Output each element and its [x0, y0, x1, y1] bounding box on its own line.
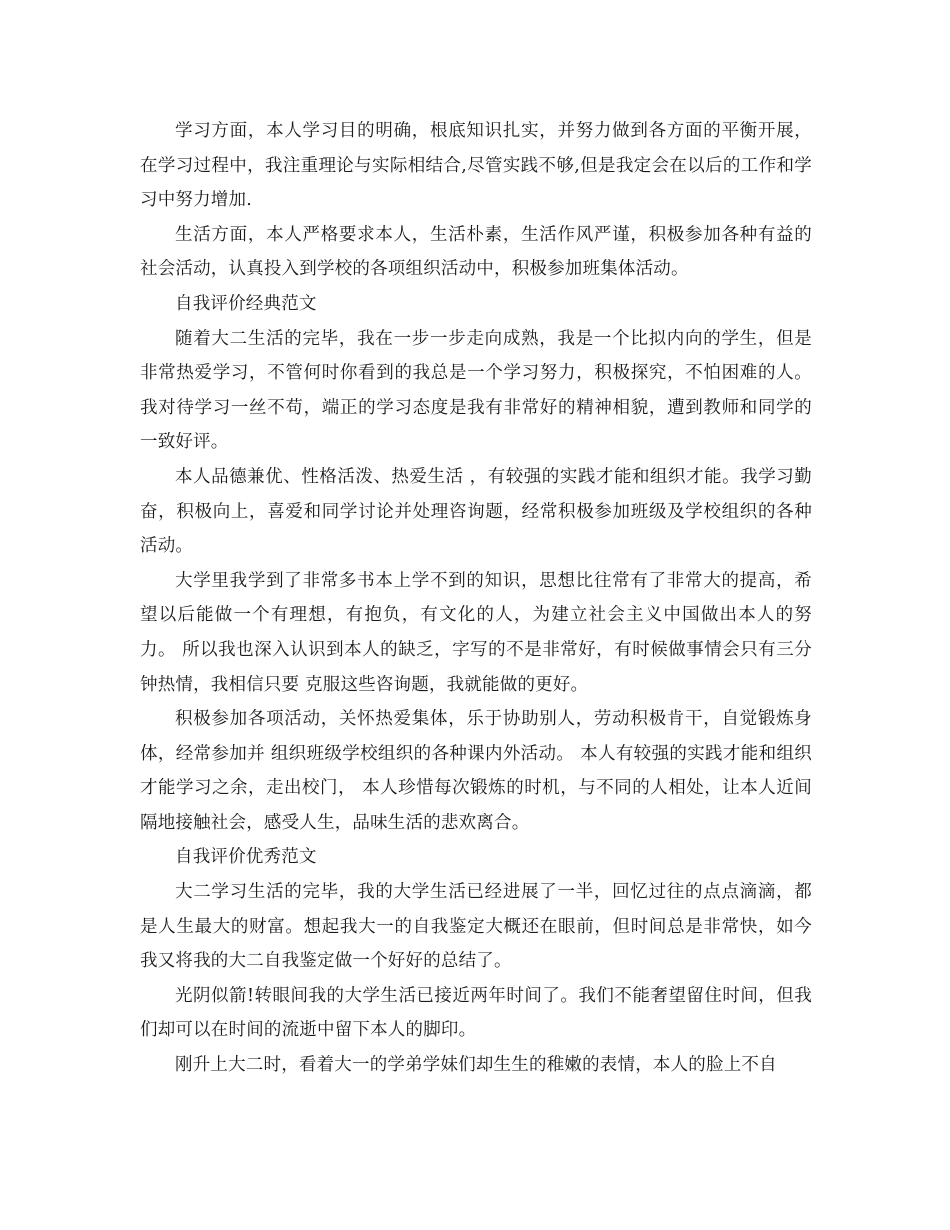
section-heading-classic: 自我评价经典范文	[175, 293, 317, 314]
paragraph-time-flies: 光阴似箭!转眼间我的大学生活已接近两年时间了。我们不能奢望留住时间，但我们却可以在时间的流逝中留下本人的脚印。	[140, 985, 812, 1041]
document-body	[140, 114, 812, 1083]
paragraph-sophomore-growth: 随着大二生活的完毕，我在一步一步走向成熟，我是一个比拟内向的学生，但是非常热爱学习，不管何时你看到的我总是一个学习努力，积极探究，不怕困难的人。我对待学习一丝不苟，端正的学习态度是我有非常好的精神相貌，遭到教师和同学的一致好评。	[140, 328, 812, 453]
section-heading-excellent: 自我评价优秀范文	[175, 847, 317, 868]
paragraph-half-way: 大二学习生活的完毕，我的大学生活已经进展了一半，回忆过往的点点滴滴，都是人生最大的财富。想起我大一的自我鉴定大概还在眼前，但时间总是非常快，如今我又将我的大二自我鉴定做一个好好的总结了。	[140, 882, 812, 972]
paragraph-character: 本人品德兼优、性格活泼、热爱生活 ，有较强的实践才能和组织才能。我学习勤奋，积极向上，喜爱和同学讨论并处理咨询题，经常积极参加班级及学校组织的各种活动。	[140, 466, 812, 557]
paragraph-activities: 积极参加各项活动，关怀热爱集体，乐于协助别人，劳动积极肯干，自觉锻炼身体，经常参加并 组织班级学校组织的各种课内外活动。 本人有较强的实践才能和组织才能学习之余，走出校门， 本人珍惜每次锻炼的时机，与不同的人相处，让本人近间隔地接触社会，感受人生，品味生活的悲欢离合。	[140, 709, 812, 833]
paragraph-study: 学习方面，本人学习目的明确，根底知识扎实，并努力做到各方面的平衡开展，在学习过程中，我注重理论与实际相结合,尽管实践不够,但是我定会在以后的工作和学习中努力增加.	[140, 121, 812, 211]
paragraph-new-students: 刚升上大二时，看着大一的学弟学妹们却生生的稚嫩的表情，本人的脸上不自	[175, 1055, 777, 1076]
paragraph-life: 生活方面，本人严格要求本人，生活朴素，生活作风严谨，积极参加各种有益的社会活动，认真投入到学校的各项组织活动中，积极参加班集体活动。	[140, 224, 812, 280]
paragraph-knowledge: 大学里我学到了非常多书本上学不到的知识，思想比往常有了非常大的提高，希望以后能做一个有理想，有抱负，有文化的人，为建立社会主义中国做出本人的努力。 所以我也深入认识到本人的缺乏，字写的不是非常好，有时候做事情会只有三分钟热情，我相信只要 克服这些咨询题，我就能做的更好。	[140, 570, 812, 695]
